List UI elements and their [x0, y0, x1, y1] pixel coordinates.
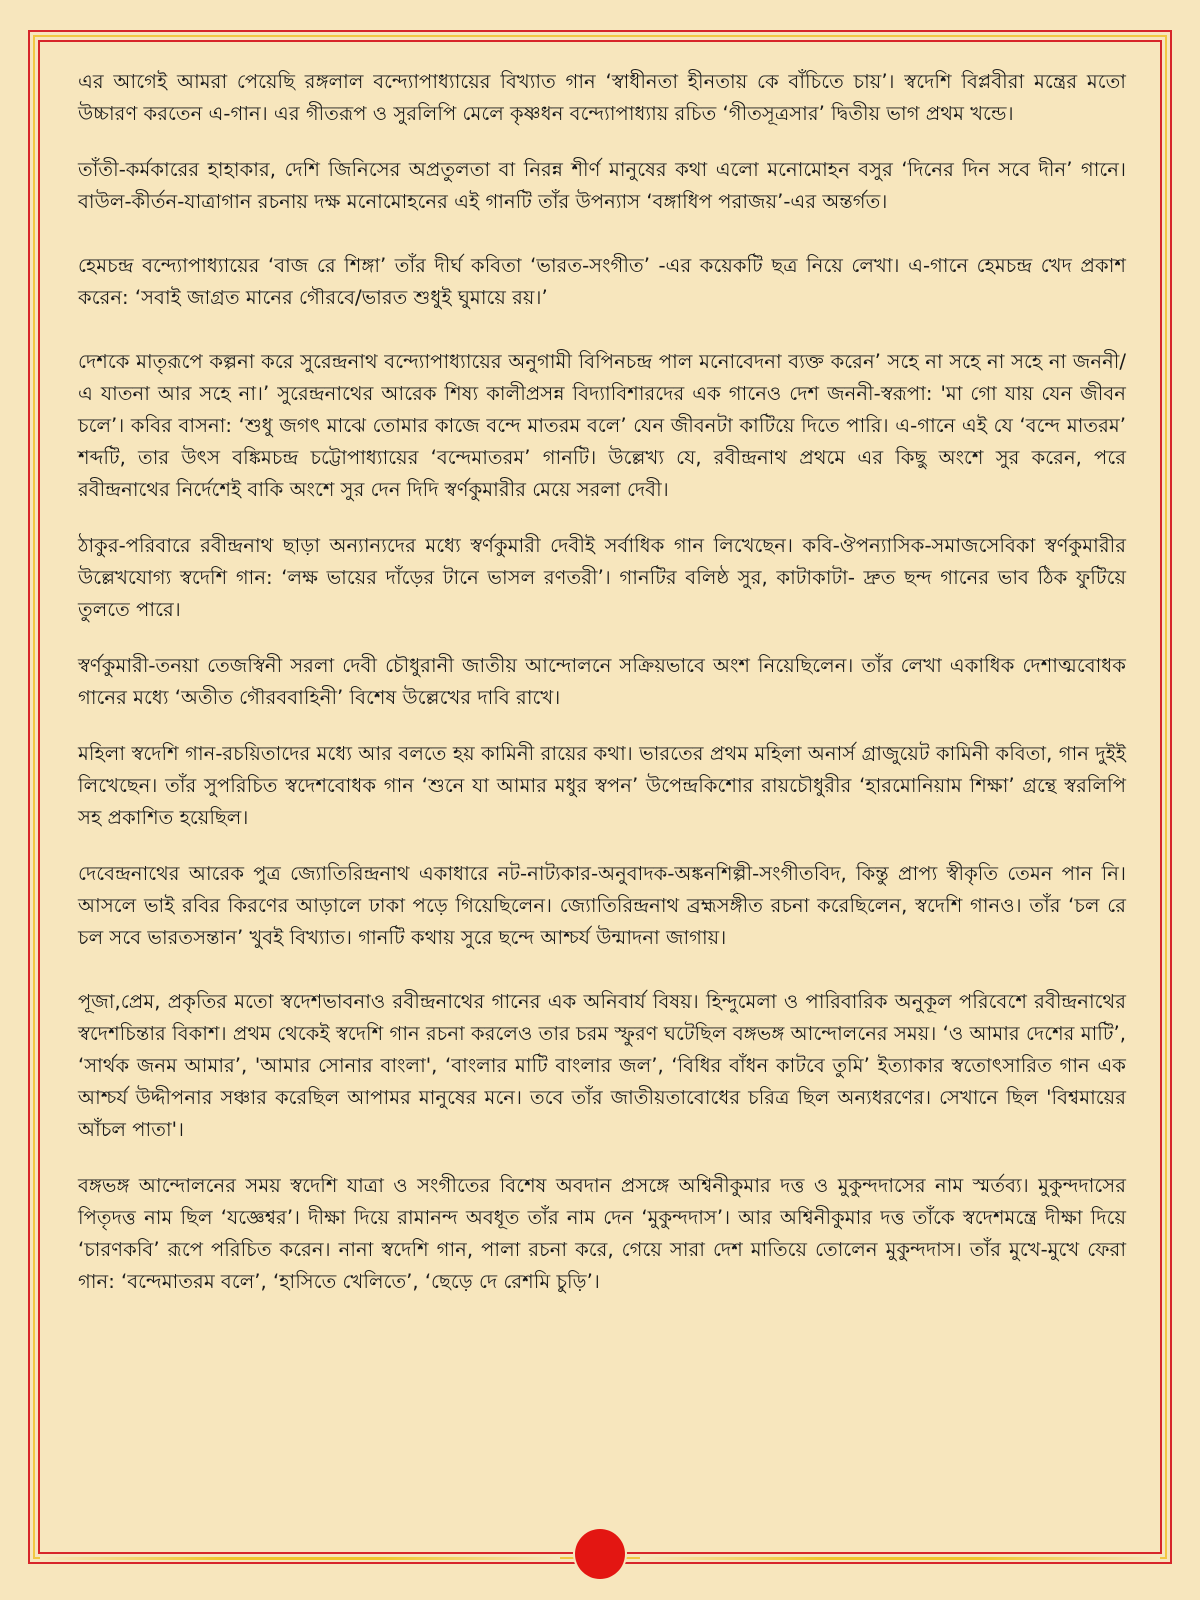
bottom-rule-right	[640, 1557, 1160, 1560]
paragraph-8: দেবেন্দ্রনাথের আরেক পুত্র জ্যোতিরিন্দ্রনাথ একাধারে নট-নাট্যকার-অনুবাদক-অঙ্কনশিল্পী-সংগীতবিদ, কিন্তু প্রাপ্য স্বীকৃতি তেমন পান নি। আসলে ভাই রবির কিরণের আড়ালে ঢাকা পড়ে গিয়েছিলেন। জ্যোতিরিন্দ্রনাথ ব্রহ্মসঙ্গীত রচনা করেছিলেন, স্বদেশি গানও। তাঁর ‘চল রে চল সবে ভারতসন্তান’ খুবই বিখ্যাত। গানটি কথায় সুরে ছন্দে আশ্চর্য উন্মাদনা জাগায়।	[78, 862, 1126, 949]
paragraph-6: স্বর্ণকুমারী-তনয়া তেজস্বিনী সরলা দেবী চৌধুরানী জাতীয় আন্দোলনে সক্রিয়ভাবে অংশ নিয়েছিলেন। তাঁর লেখা একাধিক দেশাত্মবোধক গানের মধ্যে ‘অতীত গৌরববাহিনী’ বিশেষ উল্লেখের দাবি রাখে।	[78, 654, 1126, 709]
paragraph-3: হেমচন্দ্র বন্দ্যোপাধ্যায়ের ‘বাজ রে শিঙ্গা’ তাঁর দীর্ঘ কবিতা ‘ভারত-সংগীত’ -এর কয়েকটি ছত্র নিয়ে লেখা। এ-গানে হেমচন্দ্র খেদ প্রকাশ করেন: ‘সবাই জাগ্রত মানের গৌরবে/ভারত শুধুই ঘুমায়ে রয়।’	[78, 254, 1126, 309]
paragraph-5: ঠাকুর-পরিবারে রবীন্দ্রনাথ ছাড়া অন্যান্যদের মধ্যে স্বর্ণকুমারী দেবীই সর্বাধিক গান লিখেছেন। কবি-ঔপন্যাসিক-সমাজসেবিকা স্বর্ণকুমারীর উল্লেখযোগ্য স্বদেশি গান: ‘লক্ষ ভায়ের দাঁড়ের টানে ভাসল রণতরী’। গানটির বলিষ্ঠ সুর, কাটাকাটা- দ্রুত ছন্দ গানের ভাব ঠিক ফুটিয়ে তুলতে পারে।	[78, 534, 1126, 621]
bottom-rule-left	[40, 1557, 560, 1560]
paragraph-9: পূজা,প্রেম, প্রকৃতির মতো স্বদেশভাবনাও রবীন্দ্রনাথের গানের এক অনিবার্য বিষয়। হিন্দুমেলা ও পারিবারিক অনুকূল পরিবেশে রবীন্দ্রনাথের স্বদেশচিন্তার বিকাশ। প্রথম থেকেই স্বদেশি গান রচনা করলেও তার চরম স্ফুরণ ঘটেছিল বঙ্গভঙ্গ আন্দোলনের সময়। ‘ও আমার দেশের মাটি’, ‘সার্থক জনম আমার’, 'আমার সোনার বাংলা', ‘বাংলার মাটি বাংলার জল’, ‘বিধির বাঁধন কাটবে তুমি’ ইত্যাকার স্বতোৎসারিত গান এক আশ্চর্য উদ্দীপনার সঞ্চার করেছিল আপামর মানুষের মনে। তবে তাঁর জাতীয়তাবোধের চরিত্র ছিল অন্যধরণের। সেখানে ছিল 'বিশ্বমায়ের আঁচল পাতা'।	[78, 990, 1126, 1141]
paragraph-7: মহিলা স্বদেশি গান-রচয়িতাদের মধ্যে আর বলতে হয় কামিনী রায়ের কথা। ভারতের প্রথম মহিলা অনার্স গ্রাজুয়েট কামিনী কবিতা, গান দুইই লিখেছেন। তাঁর সুপরিচিত স্বদেশবোধক গান ‘শুনে যা আমার মধুর স্বপন’ উপেন্দ্রকিশোর রায়চৌধুরীর ‘হারমোনিয়াম শিক্ষা’ গ্রন্থে স্বরলিপি সহ প্রকাশিত হয়েছিল।	[78, 742, 1126, 829]
paragraph-10: বঙ্গভঙ্গ আন্দোলনের সময় স্বদেশি যাত্রা ও সংগীতের বিশেষ অবদান প্রসঙ্গে অশ্বিনীকুমার দত্ত ও মুকুন্দদাসের নাম স্মর্তব্য। মুকুন্দদাসের পিতৃদত্ত নাম ছিল ‘যজ্ঞেশ্বর’। দীক্ষা দিয়ে রামানন্দ অবধূত তাঁর নাম দেন ‘মুকুন্দদাস’। আর অশ্বিনীকুমার দত্ত তাঁকে স্বদেশমন্ত্রে দীক্ষা দিয়ে ‘চারণকবি’ রূপে পরিচিত করেন। নানা স্বদেশি গান, পালা রচনা করে, গেয়ে সারা দেশ মাতিয়ে তোলেন মুকুন্দদাস। তাঁর মুখে-মুখে ফেরা গান: ‘বন্দেমাতরম বলে’, ‘হাসিতে খেলিতে’, ‘ছেড়ে দে রেশমি চুড়ি’।	[78, 1174, 1126, 1293]
paragraph-4: দেশকে মাতৃরূপে কল্পনা করে সুরেন্দ্রনাথ বন্দ্যোপাধ্যায়ের অনুগামী বিপিনচন্দ্র পাল মনোবেদনা ব্যক্ত করেন’ সহে না সহে না সহে না জননী/এ যাতনা আর সহে না।’ সুরেন্দ্রনাথের আরেক শিষ্য কালীপ্রসন্ন বিদ্যাবিশারদের এক গানেও দেশ জননী-স্বরূপা: 'মা গো যায় যেন জীবন চলে’। কবির বাসনা: ‘শুধু জগৎ মাঝে তোমার কাজে বন্দে মাতরম বলে’ যেন জীবনটা কাটিয়ে দিতে পারি। এ-গানে এই যে ‘বন্দে মাতরম’ শব্দটি, তার উৎস বঙ্কিমচন্দ্র চট্টোপাধ্যায়ের ‘বন্দেমাতরম’ গানটি। উল্লেখ্য যে, রবীন্দ্রনাথ প্রথমে এর কিছু অংশে সুর করেন, পরে রবীন্দ্রনাথের নির্দেশেই বাকি অংশে সুর দেন দিদি স্বর্ণকুমারীর মেয়ে সরলা দেবী।	[78, 350, 1126, 501]
paragraph-2: তাঁতী-কর্মকারের হাহাকার, দেশি জিনিসের অপ্রতুলতা বা নিরন্ন শীর্ণ মানুষের কথা এলো মনোমোহন বসুর ‘দিনের দিন সবে দীন’ গানে। বাউল-কীর্তন-যাত্রাগান রচনায় দক্ষ মনোমোহনের এই গানটি তাঁর উপন্যাস ‘বঙ্গাধিপ পরাজয়’-এর অন্তর্গত।	[78, 158, 1126, 213]
paragraph-1: এর আগেই আমরা পেয়েছি রঙ্গলাল বন্দ্যোপাধ্যায়ের বিখ্যাত গান ‘স্বাধীনতা হীনতায় কে বাঁচিতে চায়’। স্বদেশি বিপ্লবীরা মন্ত্রের মতো উচ্চারণ করতেন এ-গান। এর গীতরূপ ও সুরলিপি মেলে কৃষ্ণধন বন্দ্যোপাধ্যায় রচিত ‘গীতসূত্রসার’ দ্বিতীয় ভাগ প্রথম খন্ডে।	[78, 70, 1126, 125]
red-dot-ornament-icon	[575, 1529, 625, 1579]
article-body	[78, 66, 1126, 1322]
